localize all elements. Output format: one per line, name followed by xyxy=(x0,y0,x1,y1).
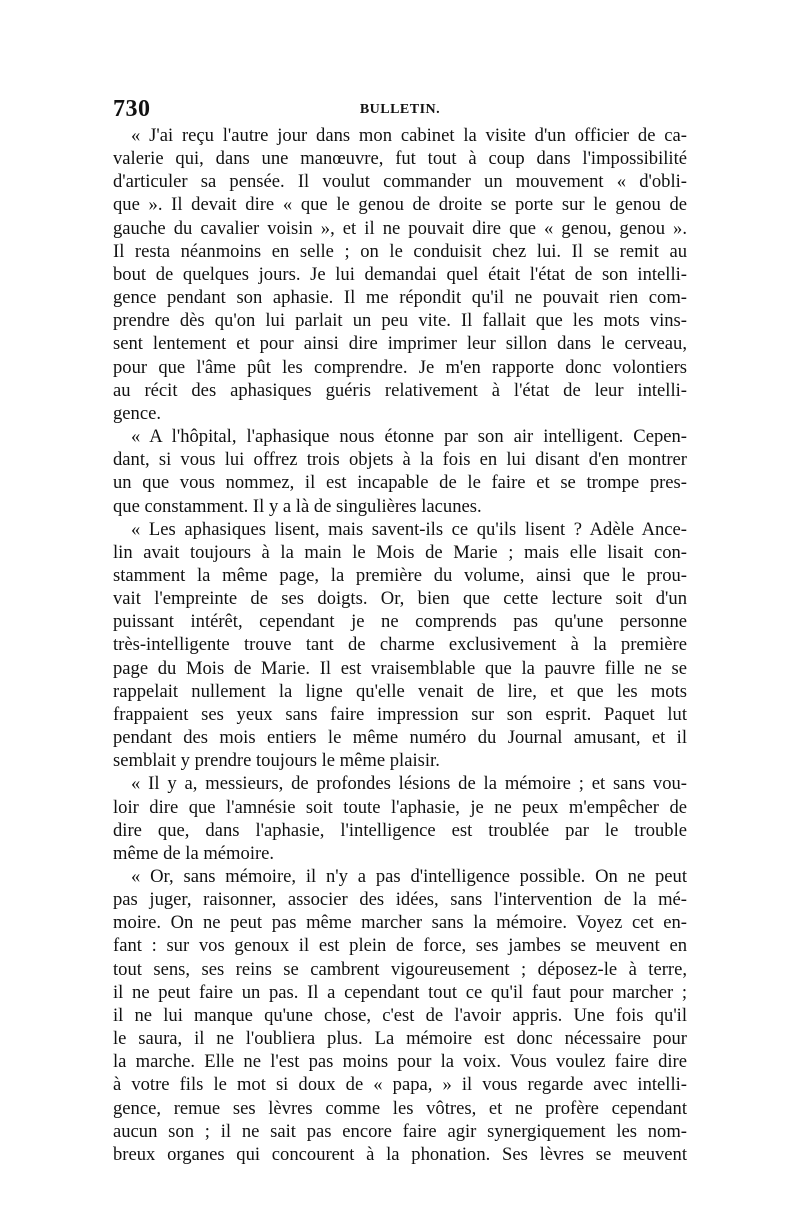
text-line: même de la mémoire. xyxy=(113,842,275,864)
text-line: dant, si vous lui offrez trois objets à la fois en lui disant d'en montrer xyxy=(113,449,687,471)
text-line: gence, remue ses lèvres comme les vôtres, et ne profère cependant xyxy=(113,1097,687,1119)
text-line: pas juger, raisonner, associer des idées, sans l'intervention de la mé- xyxy=(113,889,687,911)
text-line: pour que l'âme pût les comprendre. Je m'en rapporte donc volontiers xyxy=(113,356,687,378)
text-line: d'articuler sa pensée. Il voulut commander un mouvement « d'obli- xyxy=(113,171,687,193)
text-line: puissant intérêt, cependant je ne comprends pas qu'une personne xyxy=(113,611,687,633)
page-header xyxy=(113,96,687,124)
text-line: prendre dès qu'on lui parlait un peu vite. Il fallait que les mots vins- xyxy=(113,310,687,332)
text-line: semblait y prendre toujours le même plaisir. xyxy=(113,750,440,772)
page-number: 730 xyxy=(113,96,151,122)
text-line: pendant des mois entiers le même numéro du Journal amusant, et il xyxy=(113,727,687,749)
text-line: le saura, il ne l'oubliera plus. La mémoire est donc nécessaire pour xyxy=(113,1028,687,1050)
text-line: « J'ai reçu l'autre jour dans mon cabinet la visite d'un officier de ca- xyxy=(131,125,687,146)
text-line: tout sens, ses reins se cambrent vigoureusement ; déposez-le à terre, xyxy=(113,958,687,980)
text-line: « A l'hôpital, l'aphasique nous étonne par son air intelligent. Cepen- xyxy=(131,426,687,448)
text-line: frappaient ses yeux sans faire impression sur son esprit. Paquet lut xyxy=(113,703,687,725)
text-line: page du Mois de Marie. Il est vraisemblable que la pauvre fille ne se xyxy=(113,657,687,679)
text-line: loir dire que l'amnésie soit toute l'aphasie, je ne peux m'empêcher de xyxy=(113,796,687,818)
text-line: sent lentement et pour ainsi dire imprimer leur sillon dans le cerveau, xyxy=(113,333,687,355)
text-line: stamment la même page, la première du volume, ainsi que le prou- xyxy=(113,564,687,586)
text-line: gauche du cavalier voisin », et il ne pouvait dire que « genou, genou ». xyxy=(113,217,687,239)
body-text xyxy=(113,124,687,1166)
text-line: « Les aphasiques lisent, mais savent-ils ce qu'ils lisent ? Adèle Ance- xyxy=(131,518,687,540)
text-line: fant : sur vos genoux il est plein de force, ses jambes se meuvent en xyxy=(113,935,687,957)
text-line: « Il y a, messieurs, de profondes lésions de la mémoire ; et sans vou- xyxy=(131,773,687,795)
text-line: il ne lui manque qu'une chose, c'est de l'avoir appris. Une fois qu'il xyxy=(113,1004,687,1026)
running-head: BULLETIN. xyxy=(359,102,441,117)
text-line: gence. xyxy=(113,402,162,424)
text-line: Il resta néanmoins en selle ; on le conduisit chez lui. Il se remit au xyxy=(113,240,687,262)
text-line: rappelait nullement la ligne qu'elle venait de lire, et que les mots xyxy=(113,680,687,702)
text-line: bout de quelques jours. Je lui demandai quel était l'état de son intelli- xyxy=(113,263,687,285)
text-line: la marche. Elle ne l'est pas moins pour la voix. Vous voulez faire dire xyxy=(113,1051,687,1073)
text-line: un que vous nommez, il est incapable de le faire et se trompe pres- xyxy=(113,472,687,494)
text-line: très-intelligente trouve tant de charme exclusivement à la première xyxy=(113,634,687,656)
text-line: gence pendant son aphasie. Il me répondit qu'il ne pouvait rien com- xyxy=(113,287,687,309)
text-line: aucun son ; il ne sait pas encore faire agir synergiquement les nom- xyxy=(113,1120,687,1142)
text-line: que ». Il devait dire « que le genou de droite se porte sur le genou de xyxy=(113,194,687,216)
text-line: vait l'empreinte de ses doigts. Or, bien que cette lecture soit d'un xyxy=(113,588,687,610)
text-line: il ne peut faire un pas. Il a cependant tout ce qu'il faut pour marcher ; xyxy=(113,981,687,1003)
text-line: au récit des aphasiques guéris relativement à l'état de leur intelli- xyxy=(113,379,687,401)
text-line: lin avait toujours à la main le Mois de Marie ; mais elle lisait con- xyxy=(113,541,687,563)
text-line: que constamment. Il y a là de singulières lacunes. xyxy=(113,495,482,517)
text-line: breux organes qui concourent à la phonation. Ses lèvres se meuvent xyxy=(113,1143,687,1165)
text-line: valerie qui, dans une manœuvre, fut tout à coup dans l'impossibilité xyxy=(113,148,687,170)
text-line: « Or, sans mémoire, il n'y a pas d'intelligence possible. On ne peut xyxy=(131,866,687,887)
text-line: à votre fils le mot si doux de « papa, » il vous regarde avec intelli- xyxy=(113,1074,687,1096)
text-line: moire. On ne peut pas même marcher sans la mémoire. Voyez cet en- xyxy=(113,912,687,934)
text-line: dire que, dans l'aphasie, l'intelligence est troublée par le trouble xyxy=(113,819,687,841)
